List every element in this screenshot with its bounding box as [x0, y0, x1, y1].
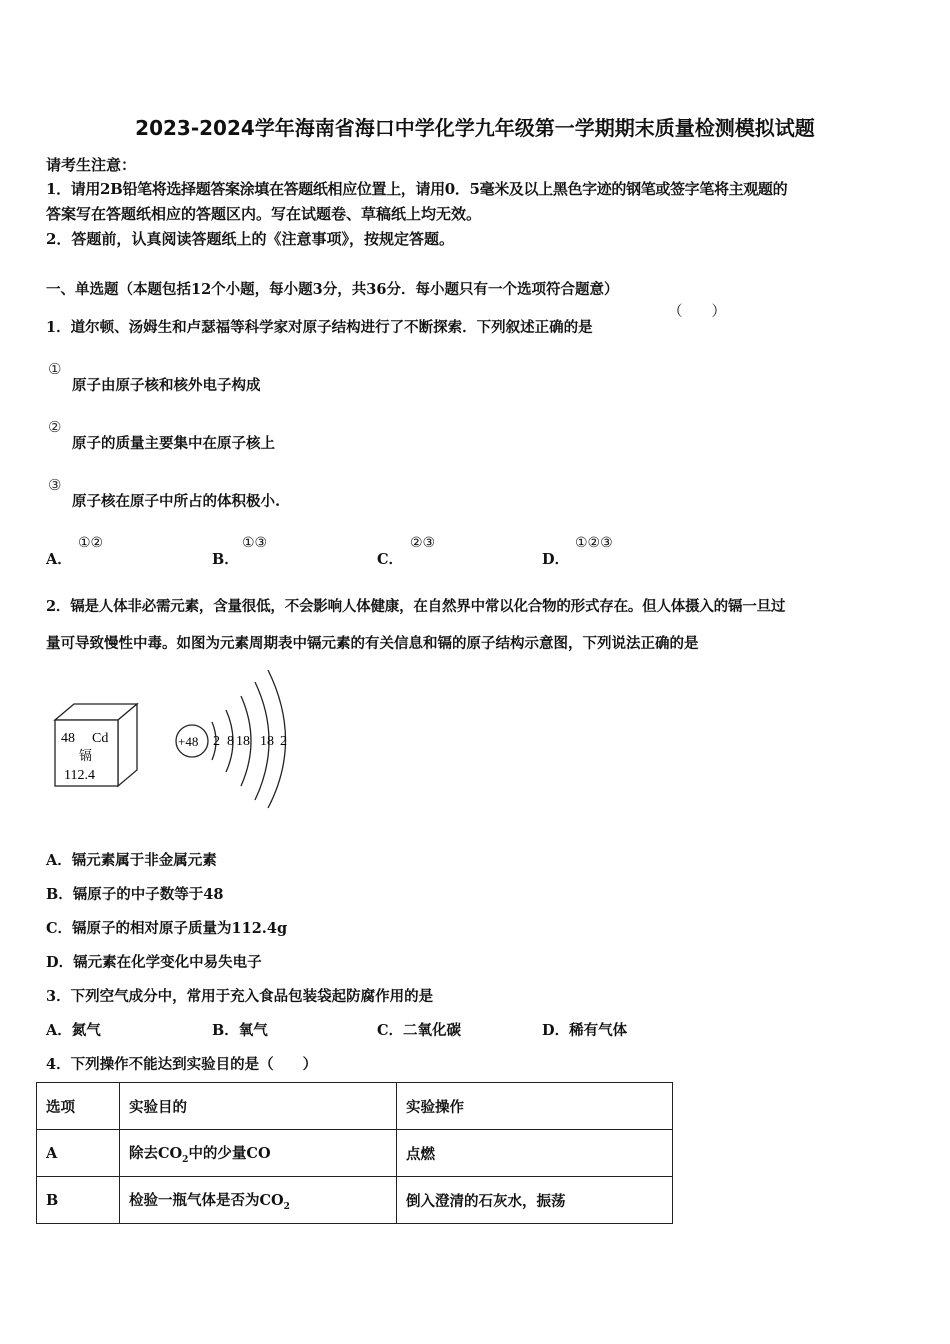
table-cell-operation: 倒入澄清的石灰水，振荡 — [397, 1177, 673, 1224]
table-row — [37, 1130, 673, 1177]
q2-option: A．镉元素属于非金属元素 — [46, 852, 217, 869]
table-header-cell: 实验目的 — [120, 1083, 397, 1130]
table-cell-purpose: 检验一瓶气体是否为$CO_2$ — [120, 1177, 397, 1224]
q1-option-value: ①② — [78, 535, 104, 551]
q3-option: D．稀有气体 — [542, 1022, 628, 1039]
cadmium-figure — [50, 668, 300, 813]
q3-option: B．氧气 — [212, 1022, 268, 1039]
table-header-row — [37, 1083, 673, 1130]
shell-electron-count: 8 — [227, 734, 234, 749]
q2-stem-line-1: 2．镉是人体非必需元素，含量很低，不会影响人体健康，在自然界中常以化合物的形式存在。但人体摄入的镉一旦过 — [46, 598, 786, 615]
notice-line-1: 1．请用2B铅笔将选择题答案涂填在答题纸相应位置上，请用0．5毫米及以上黑色字迹的钢笔或签字笔将主观题的 — [46, 180, 788, 198]
q1-statement-mark: ① — [48, 360, 62, 378]
notice-line-1-cont: 答案写在答题纸相应的答题区内。写在试题卷、草稿纸上均无效。 — [46, 205, 482, 223]
element-card — [55, 704, 137, 786]
q1-option-label: C． — [377, 551, 404, 568]
q1-option-value: ①②③ — [575, 535, 613, 551]
element-name: 镉 — [79, 748, 93, 763]
q1-statement-text: 原子由原子核和核外电子构成 — [72, 377, 261, 394]
q1-option-label: B． — [212, 551, 239, 568]
table-cell-option: B — [37, 1177, 120, 1224]
q2-option: D．镉元素在化学变化中易失电子 — [46, 954, 262, 971]
table-row — [37, 1177, 673, 1224]
q1-stem: 1．道尔顿、汤姆生和卢瑟福等科学家对原子结构进行了不断探索．下列叙述正确的是 — [46, 319, 593, 336]
table-header-cell: 实验操作 — [397, 1083, 673, 1130]
q1-answer-bracket: （ ） — [668, 304, 726, 320]
q1-statement-text: 原子的质量主要集中在原子核上 — [72, 435, 275, 452]
q1-option-value: ②③ — [410, 535, 436, 551]
q2-option: B．镉原子的中子数等于48 — [46, 886, 224, 903]
table-cell-purpose: 除去$CO_2$中的少量CO — [120, 1130, 397, 1177]
section-heading: 一、单选题（本题包括12个小题，每小题3分，共36分．每小题只有一个选项符合题意） — [46, 281, 619, 298]
q4-stem: 4．下列操作不能达到实验目的是（ ） — [46, 1056, 318, 1073]
table-cell-operation: 点燃 — [397, 1130, 673, 1177]
shell-electron-count: 2 — [213, 734, 220, 749]
table-header-cell: 选项 — [37, 1083, 120, 1130]
q3-option: A．氮气 — [46, 1022, 101, 1039]
shell-electron-count: 18 — [236, 734, 250, 749]
shell-electron-count: 18 — [260, 734, 274, 749]
table-cell-option: A — [37, 1130, 120, 1177]
q1-option-label: A． — [46, 551, 72, 568]
q4-table — [36, 1082, 673, 1224]
nucleus-charge: +48 — [178, 734, 199, 749]
element-mass: 112.4 — [64, 768, 95, 783]
element-number: 48 — [61, 731, 75, 746]
shell-electron-count: 2 — [280, 734, 287, 749]
q1-statement-mark: ③ — [48, 476, 62, 494]
q3-option: C．二氧化碳 — [377, 1022, 462, 1039]
notice-line-2: 2．答题前，认真阅读答题纸上的《注意事项》，按规定答题。 — [46, 230, 454, 248]
element-symbol: Cd — [92, 731, 109, 746]
q2-option: C．镉原子的相对原子质量为112.4g — [46, 920, 288, 937]
q1-statement-text: 原子核在原子中所占的体积极小. — [72, 493, 281, 510]
q1-statement-mark: ② — [48, 418, 62, 436]
q3-stem: 3．下列空气成分中，常用于充入食品包装袋起防腐作用的是 — [46, 988, 434, 1005]
atom-structure — [176, 670, 287, 808]
q2-stem-line-2: 量可导致慢性中毒。如图为元素周期表中镉元素的有关信息和镉的原子结构示意图，下列说法正确的是 — [46, 635, 699, 652]
q1-option-value: ①③ — [242, 535, 268, 551]
q1-option-label: D． — [542, 551, 570, 568]
notice-heading: 请考生注意： — [46, 156, 137, 174]
page-title: 2023-2024学年海南省海口中学化学九年级第一学期期末质量检测模拟试题 — [135, 116, 815, 140]
